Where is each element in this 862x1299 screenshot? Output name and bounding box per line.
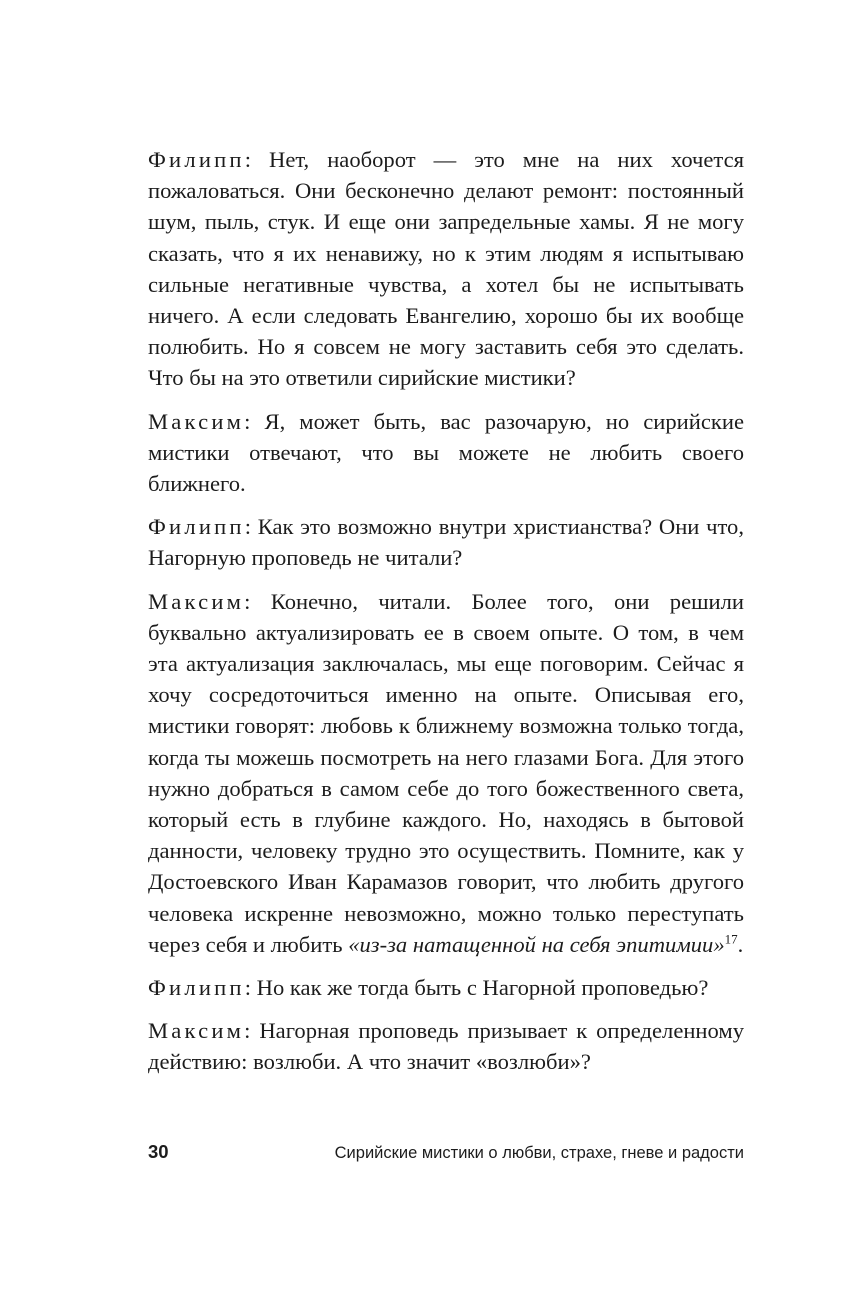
running-title: Сирийские мистики о любви, страхе, гневе и радости	[334, 1144, 744, 1162]
speaker-separator: :	[244, 514, 251, 540]
paragraph-text: Нет, наоборот — это мне на них хочется пожаловаться. Они бесконечно делают ремонт: постоянный шум, пыль, стук. И еще они запредельные хамы. Я не могу сказать, что я их ненавижу, но к этим людям я испытываю сильные негативные чувства, а хотел бы не испытывать ничего. А если следовать Евангелию, хорошо бы их вообще полюбить. Но я совсем не могу заставить себя это сделать. Что бы на это ответили сирийские мистики?	[148, 147, 745, 391]
paragraph-text: Я, может быть, вас разочарую, но сирийские мистики отвечают, что вы можете не любить своего ближнего.	[148, 408, 744, 497]
speaker-name: Филипп	[148, 147, 245, 172]
speaker-separator: :	[244, 588, 251, 614]
page-footer	[148, 1141, 744, 1163]
dialogue-paragraph	[148, 406, 744, 500]
speaker-separator: :	[244, 408, 251, 434]
speaker-name: Максим	[148, 408, 245, 434]
dialogue-paragraph	[148, 972, 744, 1003]
speaker-name: Максим	[148, 588, 245, 614]
dialogue-paragraph	[148, 586, 744, 960]
speaker-separator: :	[244, 1018, 251, 1044]
paragraph-text: Конечно, читали. Более того, они решили буквально актуализировать ее в своем опыте. О том, в чем эта актуализация заключалась, мы еще поговорим. Сейчас я хочу сосредоточиться именно на опыте. Описывая его, мистики говорят: любовь к ближнему возможна только тогда, когда ты можешь посмотреть на него глазами Бога. Для этого нужно добраться в самом себе до того божественного света, который есть в глубине каждого. Но, находясь в бытовой данности, человеку трудно это осуществить. Помните, как у Достоевского Иван Карамазов говорит, что любить другого человека искренне невозможно, можно только переступать через себя и любить	[148, 588, 744, 957]
speaker-separator: :	[244, 147, 251, 172]
paragraph-text: Как это возможно внутри христианства? Они что, Нагорную проповедь не читали?	[148, 514, 744, 571]
speaker-name: Филипп	[148, 514, 245, 540]
dialogue-paragraph	[148, 1015, 744, 1077]
sentence-end: .	[737, 931, 744, 957]
dialogue-paragraph	[148, 144, 744, 394]
footnote-ref[interactable]: 17	[724, 931, 738, 947]
speaker-name: Максим	[148, 1018, 245, 1044]
speaker-name: Филипп	[148, 975, 245, 1001]
dialogue-paragraph	[148, 511, 744, 573]
dostoevsky-quote: «из-за натащенной на себя эпитимии»	[348, 931, 725, 957]
speaker-separator: :	[244, 975, 251, 1001]
paragraph-text: Но как же тогда быть с Нагорной проповедью?	[256, 975, 709, 1001]
page-number: 30	[148, 1141, 169, 1162]
paragraph-text: Нагорная проповедь призывает к определенному действию: возлюби. А что значит «возлюби»?	[148, 1018, 744, 1075]
page-body	[148, 144, 744, 1090]
